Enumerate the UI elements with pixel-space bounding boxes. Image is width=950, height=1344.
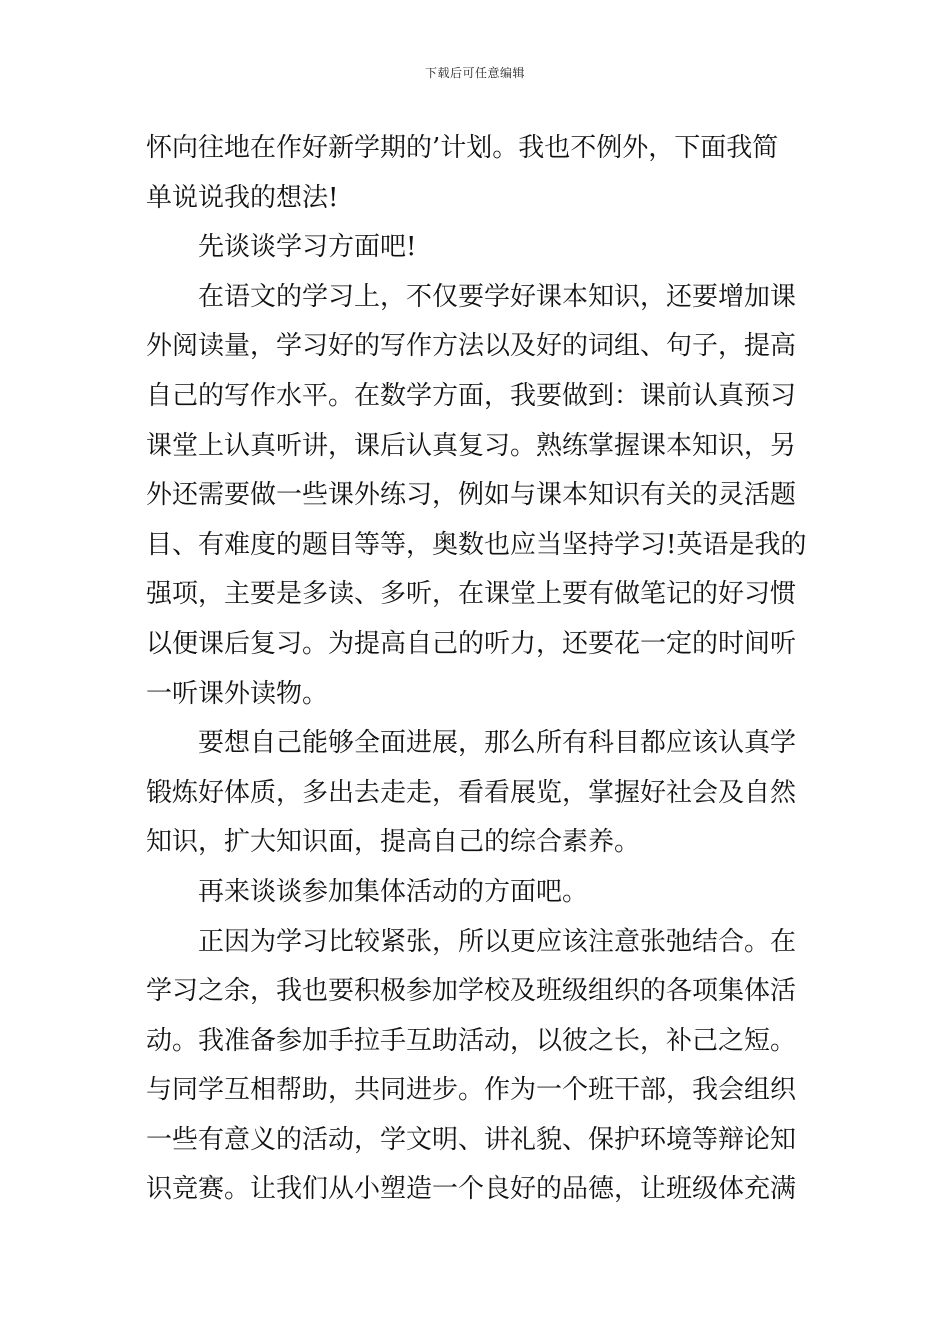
text-line: 识竞赛。让我们从小塑造一个良好的品德，让班级体充满 — [146, 1174, 797, 1205]
text-line: 课堂上认真听讲，课后认真复习。熟练掌握课本知识，另 — [146, 430, 797, 461]
document-body — [146, 124, 806, 1215]
text-line: 锻炼好体质，多出去走走，看看展览，掌握好社会及自然 — [146, 777, 797, 808]
text-line: 单说说我的想法! — [146, 182, 339, 213]
paragraph-first-line: 先谈谈学习方面吧! — [198, 232, 417, 263]
text-line: 动。我准备参加手拉手互助活动，以彼之长，补己之短。 — [146, 1025, 797, 1056]
text-line: 一听课外读物。 — [146, 678, 329, 709]
text-line: 外阅读量，学习好的写作方法以及好的词组、句子，提高 — [146, 331, 797, 362]
page-header: 下载后可任意编辑 — [424, 66, 525, 80]
text-line: 学习之余，我也要积极参加学校及班级组织的各项集体活 — [146, 976, 797, 1007]
text-line: 怀向往地在作好新学期的’计划。我也不例外，下面我简 — [146, 133, 779, 163]
paragraph-first-line: 要想自己能够全面进展，那么所有科目都应该认真学 — [198, 728, 797, 759]
text-line: 外还需要做一些课外练习，例如与课本知识有关的灵活题 — [146, 480, 797, 511]
text-line: 一些有意义的活动，学文明、讲礼貌、保护环境等辩论知 — [146, 1124, 797, 1155]
paragraph-first-line: 正因为学习比较紧张，所以更应该注意张弛结合。在 — [198, 926, 797, 957]
text-line: 与同学互相帮助，共同进步。作为一个班干部，我会组织 — [146, 1075, 797, 1106]
text-line: 自己的写作水平。在数学方面，我要做到：课前认真预习 — [146, 380, 797, 411]
text-line: 知识，扩大知识面，提高自己的综合素养。 — [146, 827, 641, 858]
paragraph-first-line: 在语文的学习上，不仅要学好课本知识，还要增加课 — [198, 281, 797, 312]
text-line: 强项，主要是多读、多听，在课堂上要有做笔记的好习惯 — [146, 579, 797, 610]
paragraph-first-line: 再来谈谈参加集体活动的方面吧。 — [198, 876, 589, 907]
text-line: 以便课后复习。为提高自己的听力，还要花一定的时间听 — [146, 628, 797, 659]
text-line: 目、有难度的题目等等，奥数也应当坚持学习!英语是我的 — [146, 529, 806, 560]
